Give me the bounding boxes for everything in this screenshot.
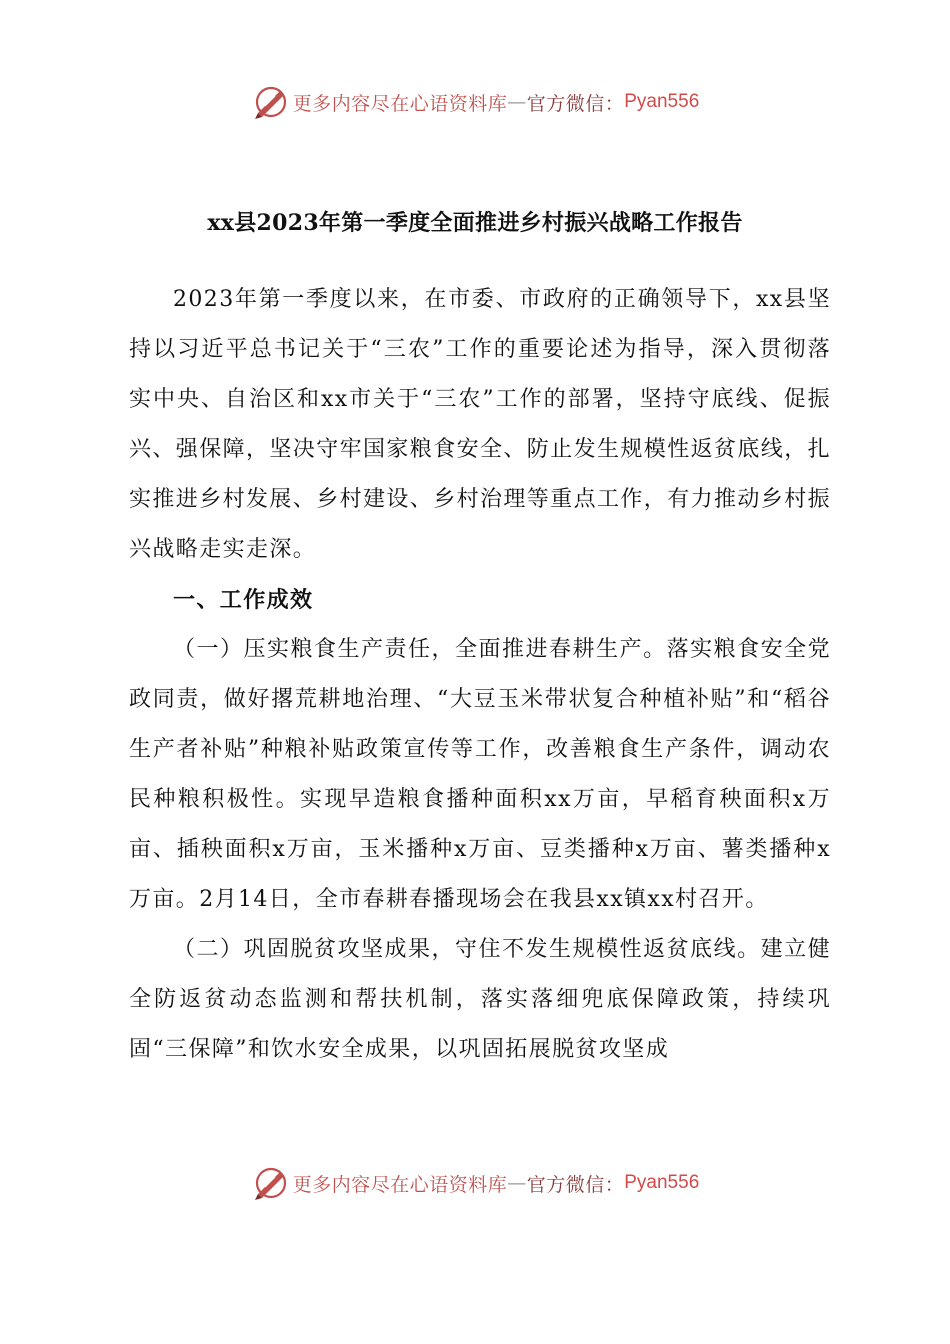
document-body [129,275,831,1075]
paragraph-1: （一）压实粮食生产责任，全面推进春耕生产。落实粮食安全党政同责，做好撂荒耕地治理、“大豆玉米带状复合种植补贴”和“稻谷生产者补贴”种粮补贴政策宣传等工作，改善粮食生产条件，调动农民种粮积极性。实现早造粮食播种面积xx万亩，早稻育秧面积x万亩、插秧面积x万亩，玉米播种x万亩、豆类播种x万亩、薯类播种x万亩。2月14日，全市春耕春播现场会在我县xx镇xx村召开。 [129,637,831,912]
pen-logo-icon [251,82,291,122]
pen-logo-icon [251,1163,291,1203]
watermark-dash: — [507,1172,527,1194]
intro-paragraph: 2023年第一季度以来，在市委、市政府的正确领导下，xx县坚持以习近平总书记关于“三农”工作的重要论述为指导，深入贯彻落实中央、自治区和xx市关于“三农”工作的部署，坚持守底线、促振兴、强保障，坚决守牢国家粮食安全、防止发生规模性返贫底线，扎实推进乡村发展、乡村建设、乡村治理等重点工作，有力推动乡村振兴战略走实走深。 [129,287,832,562]
section-heading-1: 一、工作成效 [173,587,314,613]
paragraph-2: （二）巩固脱贫攻坚成果，守住不发生规模性返贫底线。建立健全防返贫动态监测和帮扶机制，落实落细兜底保障政策，持续巩固“三保障”和饮水安全成果，以巩固拓展脱贫攻坚成 [129,937,831,1062]
watermark-main-text: 更多内容尽在心语资料库 [292,92,508,115]
watermark-header [0,82,950,122]
watermark-wechat-id: Pyan556 [624,1172,700,1193]
watermark-wechat-id: Pyan556 [624,91,700,112]
document-title: xx县2023年第一季度全面推进乡村振兴战略工作报告 [207,210,743,236]
watermark-footer [0,1163,950,1203]
watermark-label: 官方微信： [526,1173,625,1196]
watermark-main-text: 更多内容尽在心语资料库 [292,1173,508,1196]
watermark-label: 官方微信： [526,92,625,115]
watermark-dash: — [507,91,527,113]
